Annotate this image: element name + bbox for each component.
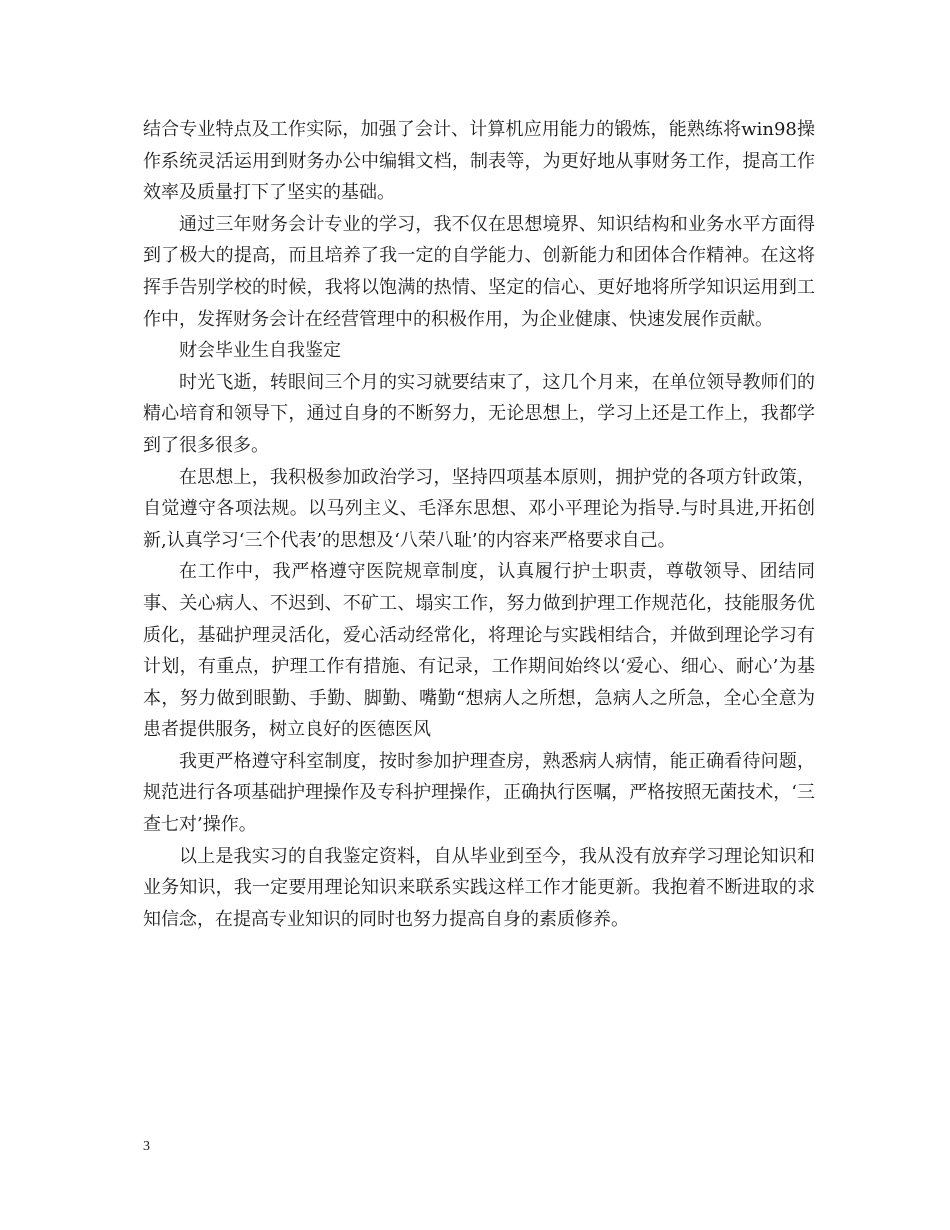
paragraph: 以上是我实习的自我鉴定资料，自从毕业到至今，我从没有放弃学习理论知识和业务知识，我一定要用理论知识来联系实践这样工作才能更新。我抱着不断进取的求知信念，在提高专业知识的同时也努力提高自身的素质修养。 <box>143 845 815 930</box>
document-body <box>143 114 815 935</box>
paragraph: 在思想上，我积极参加政治学习，坚持四项基本原则，拥护党的各项方针政策，自觉遵守各项法规。以马列主义、毛泽东思想、邓小平理论为指导.与时具进,开拓创新,认真学习‘三个代表’的思想及‘八荣八耻’的内容来严格要求自己。 <box>143 466 815 551</box>
paragraph: 通过三年财务会计专业的学习，我不仅在思想境界、知识结构和业务水平方面得到了极大的提高，而且培养了我一定的自学能力、创新能力和团体合作精神。在这将挥手告别学校的时候，我将以饱满的热情、坚定的信心、更好地将所学知识运用到工作中，发挥财务会计在经营管理中的积极作用，为企业健康、快速发展作贡献。 <box>143 213 815 330</box>
section-heading: 财会毕业生自我鉴定 <box>179 340 341 362</box>
paragraph-continuation: 结合专业特点及工作实际，加强了会计、计算机应用能力的锻炼，能熟练将win98操作系统灵活运用到财务办公中编辑文档，制表等，为更好地从事财务工作，提高工作效率及质量打下了坚实的基础。 <box>143 119 815 204</box>
paragraph: 时光飞逝，转眼间三个月的实习就要结束了，这几个月来，在单位领导教师们的精心培育和领导下，通过自身的不断努力，无论思想上，学习上还是工作上，我都学到了很多很多。 <box>143 371 815 456</box>
paragraph: 在工作中，我严格遵守医院规章制度，认真履行护士职责，尊敬领导、团结同事、关心病人、不迟到、不矿工、塌实工作，努力做到护理工作规范化，技能服务优质化，基础护理灵活化，爱心活动经常化，将理论与实践相结合，并做到理论学习有计划，有重点，护理工作有措施、有记录，工作期间始终以‘爱心、细心、耐心’为基本，努力做到眼勤、手勤、脚勤、嘴勤“想病人之所想，急病人之所急，全心全意为患者提供服务，树立良好的医德医风 <box>143 561 815 741</box>
paragraph: 我更严格遵守科室制度，按时参加护理查房，熟悉病人病情，能正确看待问题，规范进行各项基础护理操作及专科护理操作，正确执行医嘱，严格按照无菌技术，‘三查七对’操作。 <box>143 750 815 836</box>
page-number: 3 <box>143 1139 150 1154</box>
